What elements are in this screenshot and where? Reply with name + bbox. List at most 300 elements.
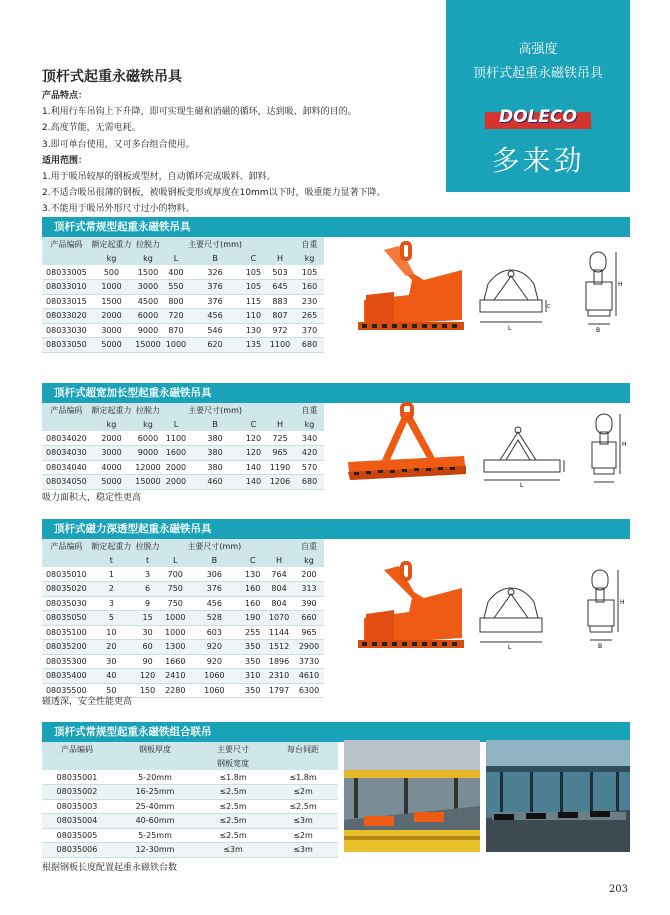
table-cell: 680 (295, 475, 324, 490)
table-cell: 230 (295, 294, 324, 309)
table-cell: 1000 (91, 280, 132, 295)
table-cell: 265 (295, 309, 324, 324)
table-header-cell: 额定起重力 (91, 405, 132, 415)
factory-photo-1 (344, 740, 480, 852)
table-cell: 2900 (294, 640, 324, 655)
scope-item: 1.用于吸吊较厚的钢板或型材，自动循环完成吸料、卸料。 (42, 172, 276, 183)
table-cell: 310 (241, 669, 264, 684)
section-header: 顶杆式超宽加长型起重永磁铁吊具 (42, 383, 630, 403)
table-header-cell: B (212, 419, 218, 429)
table-cell: 9000 (132, 446, 164, 461)
table-cell: 08033015 (42, 294, 91, 309)
table-cell: 140 (242, 475, 265, 490)
table-cell: 105 (242, 280, 265, 295)
table-cell: 08035300 (42, 654, 91, 669)
product-photo-regular (354, 240, 466, 335)
table-header-cell: kg (304, 253, 315, 263)
table-cell: 115 (242, 294, 265, 309)
table-header-cell: L (173, 419, 179, 429)
table-header-cell: L (173, 555, 178, 565)
table-cell: 528 (187, 611, 241, 626)
svg-text:L: L (508, 644, 512, 650)
table-cell: 105 (295, 265, 324, 280)
table-cell: 3 (91, 596, 132, 611)
table-cell: ≤1.8m (198, 770, 268, 785)
feature-item: 3.即可单台使用，又可多台组合使用。 (42, 139, 195, 150)
table-cell: ≤1.8m (268, 770, 338, 785)
table-cell: 764 (264, 567, 294, 582)
table-cell: 645 (265, 280, 295, 295)
table-cell: 3730 (294, 654, 324, 669)
table-cell: 08035006 (42, 843, 112, 858)
table-cell: 110 (242, 309, 265, 324)
table-cell: ≤2.5m (198, 785, 268, 800)
table-cell: 1000 (163, 611, 187, 626)
svg-text:B: B (598, 643, 603, 650)
table-cell: 30 (91, 654, 132, 669)
table-cell: 1190 (265, 460, 295, 475)
table-cell: ≤2m (268, 785, 338, 800)
table-cell: 08035020 (42, 582, 91, 597)
table-cell: 20 (91, 640, 132, 655)
table-cell: 12-30mm (112, 843, 198, 858)
table-row (42, 828, 338, 843)
spec-table (42, 237, 324, 353)
table-row (42, 475, 324, 490)
section-note: 吸力面积大，稳定性更高 (42, 493, 142, 503)
table-cell: 456 (187, 596, 241, 611)
brand-line-2: 顶杆式起重永磁铁吊具 (472, 66, 603, 81)
table-cell: 350 (241, 640, 264, 655)
table-cell: 1660 (163, 654, 187, 669)
table-row (42, 843, 338, 858)
table-header-cell (164, 237, 188, 251)
table-cell: 5000 (91, 475, 132, 490)
table-cell: ≤3m (268, 843, 338, 858)
table-cell: 920 (187, 654, 241, 669)
table-cell: 2000 (91, 431, 132, 446)
table-header-cell: 拉脱力 (135, 405, 160, 415)
table-header-row (42, 251, 324, 265)
table-cell: 1070 (264, 611, 294, 626)
table-cell: 2280 (163, 683, 187, 698)
table-cell: 750 (163, 596, 187, 611)
table-cell: 5000 (91, 338, 132, 353)
table-cell: 660 (294, 611, 324, 626)
table-header-cell (42, 417, 91, 431)
table-cell: 4610 (294, 669, 324, 684)
table-cell: 08035002 (42, 785, 112, 800)
table-cell: 1100 (265, 338, 295, 353)
table-cell: 380 (188, 460, 242, 475)
table-header-cell: 产品编码 (50, 541, 83, 551)
table-row (42, 309, 324, 324)
table-header-cell: L (173, 253, 179, 263)
table-cell: 603 (187, 625, 241, 640)
scope-item: 3.不能用于吸吊外形尺寸过小的物料。 (42, 204, 195, 215)
table-cell: 1896 (264, 654, 294, 669)
product-photo-deep (354, 560, 466, 652)
table-cell: 08035001 (42, 770, 112, 785)
table-cell: 1206 (265, 475, 295, 490)
table-cell: ≤2m (268, 828, 338, 843)
table-cell: 08035010 (42, 567, 91, 582)
section-header: 顶杆式磁力深透型起重永磁铁吊具 (42, 519, 630, 539)
table-cell: 200 (294, 567, 324, 582)
table-cell: 550 (164, 280, 188, 295)
table-cell: 1 (91, 567, 132, 582)
table-header-row (42, 417, 324, 431)
table-cell: 6 (132, 582, 163, 597)
table-cell: 150 (132, 683, 163, 698)
table-cell: 30 (132, 625, 163, 640)
side-view-drawing (584, 410, 634, 490)
table-cell: 965 (265, 446, 295, 461)
table-header-cell (264, 539, 294, 553)
features-heading: 产品特点： (42, 91, 88, 101)
table-row (42, 294, 324, 309)
table-cell: 105 (242, 265, 265, 280)
table-row (42, 338, 324, 353)
side-view-drawing (576, 248, 632, 336)
table-cell: 376 (188, 294, 242, 309)
table-header-cell: H (276, 555, 283, 565)
table-cell: 4000 (91, 460, 132, 475)
table-header-cell: H (276, 419, 283, 429)
table-row (42, 640, 324, 655)
table-cell: ≤3m (268, 814, 338, 829)
side-view-drawing (578, 566, 632, 650)
table-cell: 40-60mm (112, 814, 198, 829)
table-cell: 420 (295, 446, 324, 461)
table-row (42, 785, 338, 800)
section-header: 顶杆式常规型起重永磁铁组合联吊 (42, 722, 630, 742)
table-cell: 800 (164, 294, 188, 309)
combo-table (42, 742, 338, 858)
svg-text:L: L (520, 482, 524, 488)
table-header-cell: 钢板厚度 (139, 744, 171, 754)
table-cell: 460 (188, 475, 242, 490)
table-cell: 130 (242, 323, 265, 338)
table-header-cell: kg (143, 253, 153, 263)
table-cell: 9000 (132, 323, 164, 338)
table-cell: 15000 (132, 475, 164, 490)
table-header-cell (163, 539, 187, 553)
table-cell: 1000 (163, 625, 187, 640)
scope-item: 2.不适合吸吊很薄的钢板，被吸钢板变形或厚度在10mm以下时，吸重能力显著下降。 (42, 188, 386, 199)
table-cell: 920 (187, 640, 241, 655)
table-header-cell: 产品编码 (61, 744, 93, 754)
table-cell: 08033005 (42, 265, 91, 280)
table-cell: 90 (132, 654, 163, 669)
table-header-cell (164, 403, 188, 417)
table-header-cell: 产品编码 (50, 405, 83, 415)
table-cell: 1797 (264, 683, 294, 698)
table-cell: 326 (188, 265, 242, 280)
table-cell: ≤3m (198, 843, 268, 858)
table-cell: 120 (132, 669, 163, 684)
front-view-drawing (474, 572, 554, 650)
table-header-cell: 钢板宽度 (217, 758, 249, 768)
table-cell: 1500 (91, 294, 132, 309)
table-header-cell: 额定起重力 (91, 239, 132, 249)
table-cell: 50 (91, 683, 132, 698)
table-row (42, 799, 338, 814)
table-row (42, 596, 324, 611)
table-cell: 620 (188, 338, 242, 353)
table-cell: 750 (163, 582, 187, 597)
table-header-cell (42, 756, 112, 770)
table-row (42, 625, 324, 640)
table-cell: 700 (163, 567, 187, 582)
table-cell: 160 (241, 596, 264, 611)
table-cell: 376 (187, 582, 241, 597)
page-number: 203 (608, 884, 628, 895)
table-cell: 1512 (264, 640, 294, 655)
table-cell: 5 (91, 611, 132, 626)
table-header-cell: t (146, 555, 150, 565)
table-cell: 1600 (164, 446, 188, 461)
combo-note: 根据钢板长度配置起重永磁铁台数 (42, 863, 178, 873)
table-cell: 390 (294, 596, 324, 611)
table-row (42, 265, 324, 280)
table-cell: 570 (295, 460, 324, 475)
table-cell: 680 (295, 338, 324, 353)
table-header-row (42, 756, 338, 770)
table-cell: 120 (242, 431, 265, 446)
brand-line-1: 高强度 (518, 42, 558, 57)
table-cell: 340 (295, 431, 324, 446)
table-cell: 08034020 (42, 431, 91, 446)
table-header-cell: H (276, 253, 283, 263)
table-cell: 965 (294, 625, 324, 640)
table-cell: 306 (187, 567, 241, 582)
table-cell: 370 (295, 323, 324, 338)
table-cell: 3000 (91, 446, 132, 461)
table-header-cell: 自重 (301, 541, 317, 551)
page-title: 顶杆式起重永磁铁吊具 (42, 69, 182, 85)
table-cell: 972 (265, 323, 295, 338)
table-header-cell: 主要尺寸(mm) (188, 405, 242, 415)
table-header-cell: B (212, 253, 218, 263)
table-row (42, 611, 324, 626)
spec-table (42, 539, 324, 698)
table-cell: 6000 (132, 431, 164, 446)
table-header-cell: 拉脱力 (135, 541, 160, 551)
table-cell: 804 (264, 582, 294, 597)
table-header-row (42, 742, 338, 756)
table-cell: 380 (188, 431, 242, 446)
feature-item: 1.利用行车吊钩上下升降，即可实现生磁和消磁的循环，达到吸、卸料的目的。 (42, 107, 357, 118)
table-cell: 08035500 (42, 683, 91, 698)
table-cell: 1060 (187, 669, 241, 684)
table-cell: 08033020 (42, 309, 91, 324)
table-header-cell: kg (304, 555, 314, 565)
table-cell: 08034050 (42, 475, 91, 490)
table-cell: 08035003 (42, 799, 112, 814)
table-cell: 2000 (164, 460, 188, 475)
table-row (42, 446, 324, 461)
table-cell: 16-25mm (112, 785, 198, 800)
svg-text:H: H (622, 441, 627, 448)
table-row (42, 770, 338, 785)
factory-photo-2 (486, 740, 630, 852)
feature-item: 2.高度节能，无需电耗。 (42, 123, 141, 134)
front-view-drawing (478, 410, 572, 488)
table-cell: 130 (241, 567, 264, 582)
table-cell: 12000 (132, 460, 164, 475)
table-cell: 4500 (132, 294, 164, 309)
table-row (42, 669, 324, 684)
table-cell: 2000 (91, 309, 132, 324)
table-cell: 135 (242, 338, 265, 353)
table-cell: 40 (91, 669, 132, 684)
table-cell: 807 (265, 309, 295, 324)
table-header-row (42, 237, 324, 251)
table-header-cell: 自重 (301, 239, 318, 249)
svg-text:L: L (508, 325, 512, 332)
table-row (42, 582, 324, 597)
table-cell: 08035050 (42, 611, 91, 626)
table-cell: 350 (241, 654, 264, 669)
table-cell: 08035100 (42, 625, 91, 640)
table-cell: 500 (91, 265, 132, 280)
table-header-cell (241, 539, 264, 553)
table-header-cell (268, 756, 338, 770)
brand-box (446, 0, 630, 192)
section-header: 顶杆式常规型起重永磁铁吊具 (42, 217, 630, 237)
table-header-cell: 主要尺寸 (217, 744, 249, 754)
table-cell: 08034030 (42, 446, 91, 461)
table-header-row (42, 553, 324, 567)
front-view-drawing (474, 250, 554, 335)
table-header-cell: 主要尺寸(mm) (187, 541, 242, 551)
table-cell: 08034040 (42, 460, 91, 475)
table-cell: 5-20mm (112, 770, 198, 785)
table-cell: 6300 (294, 683, 324, 698)
table-cell: 350 (241, 683, 264, 698)
table-cell: 08035004 (42, 814, 112, 829)
table-header-cell: C (250, 419, 257, 429)
table-cell: 9 (132, 596, 163, 611)
table-header-cell: 自重 (301, 405, 318, 415)
table-cell: 376 (188, 280, 242, 295)
table-header-cell: 拉脱力 (135, 239, 160, 249)
table-header-cell: 额定起重力 (91, 541, 132, 551)
table-row (42, 323, 324, 338)
scope-heading: 适用范围： (42, 155, 88, 166)
table-cell: 1100 (164, 431, 188, 446)
table-cell: 60 (132, 640, 163, 655)
spec-table (42, 403, 324, 490)
section-note: 磁透深，安全性能更高 (42, 697, 133, 707)
table-header-cell: 每台间距 (287, 744, 319, 754)
table-cell: 6000 (132, 309, 164, 324)
table-cell: 720 (164, 309, 188, 324)
logo-text: DOLECO (499, 107, 577, 127)
svg-text:H: H (618, 281, 623, 288)
table-cell: 870 (164, 323, 188, 338)
brand-chinese-name: 多来劲 (491, 144, 585, 177)
table-cell: 160 (241, 582, 264, 597)
table-header-cell: C (250, 253, 257, 263)
table-cell: 725 (265, 431, 295, 446)
table-header-row (42, 403, 324, 417)
table-row (42, 280, 324, 295)
table-cell: 503 (265, 265, 295, 280)
table-header-cell: B (211, 555, 218, 565)
table-cell: ≤2.5m (198, 799, 268, 814)
table-cell: 883 (265, 294, 295, 309)
table-cell: 140 (242, 460, 265, 475)
table-header-cell: C (249, 555, 256, 565)
table-cell: 546 (188, 323, 242, 338)
table-cell: 08035030 (42, 596, 91, 611)
table-cell: 120 (242, 446, 265, 461)
table-header-cell: kg (106, 419, 117, 429)
intro-block (42, 88, 442, 218)
table-header-cell (242, 237, 265, 251)
svg-text:C: C (547, 304, 551, 310)
table-cell: ≤2.5m (198, 814, 268, 829)
table-cell: 160 (295, 280, 324, 295)
table-cell: 1144 (264, 625, 294, 640)
table-cell: 1500 (132, 265, 164, 280)
table-cell: 08033050 (42, 338, 91, 353)
table-cell: 255 (241, 625, 264, 640)
table-cell: 2 (91, 582, 132, 597)
table-cell: 1300 (163, 640, 187, 655)
table-cell: 25-40mm (112, 799, 198, 814)
table-cell: 5-25mm (112, 828, 198, 843)
table-header-cell (242, 403, 265, 417)
table-header-cell: kg (106, 253, 117, 263)
table-cell: 804 (264, 596, 294, 611)
table-header-cell (42, 553, 91, 567)
table-header-cell (265, 237, 295, 251)
table-cell: 3 (132, 567, 163, 582)
table-header-row (42, 539, 324, 553)
svg-text:B: B (596, 327, 601, 334)
table-cell: 08033010 (42, 280, 91, 295)
table-cell: 2000 (164, 475, 188, 490)
table-cell: ≤2.5m (268, 799, 338, 814)
svg-text:H: H (620, 599, 625, 606)
table-cell: 08033030 (42, 323, 91, 338)
table-cell: 1000 (164, 338, 188, 353)
table-cell: 10 (91, 625, 132, 640)
table-cell: 456 (188, 309, 242, 324)
table-header-cell: kg (304, 419, 315, 429)
table-cell: 08035005 (42, 828, 112, 843)
table-row (42, 814, 338, 829)
table-cell: 1060 (187, 683, 241, 698)
table-row (42, 654, 324, 669)
doleco-logo (479, 103, 597, 131)
table-row (42, 431, 324, 446)
table-cell: ≤2.5m (198, 828, 268, 843)
table-cell: 3000 (91, 323, 132, 338)
table-cell: 2410 (163, 669, 187, 684)
table-cell: 08035400 (42, 669, 91, 684)
table-cell: 2310 (264, 669, 294, 684)
table-header-cell (42, 251, 91, 265)
product-photo-extra-wide (344, 400, 468, 484)
table-cell: 08035200 (42, 640, 91, 655)
table-header-cell: kg (143, 419, 153, 429)
table-cell: 400 (164, 265, 188, 280)
table-header-cell (265, 403, 295, 417)
